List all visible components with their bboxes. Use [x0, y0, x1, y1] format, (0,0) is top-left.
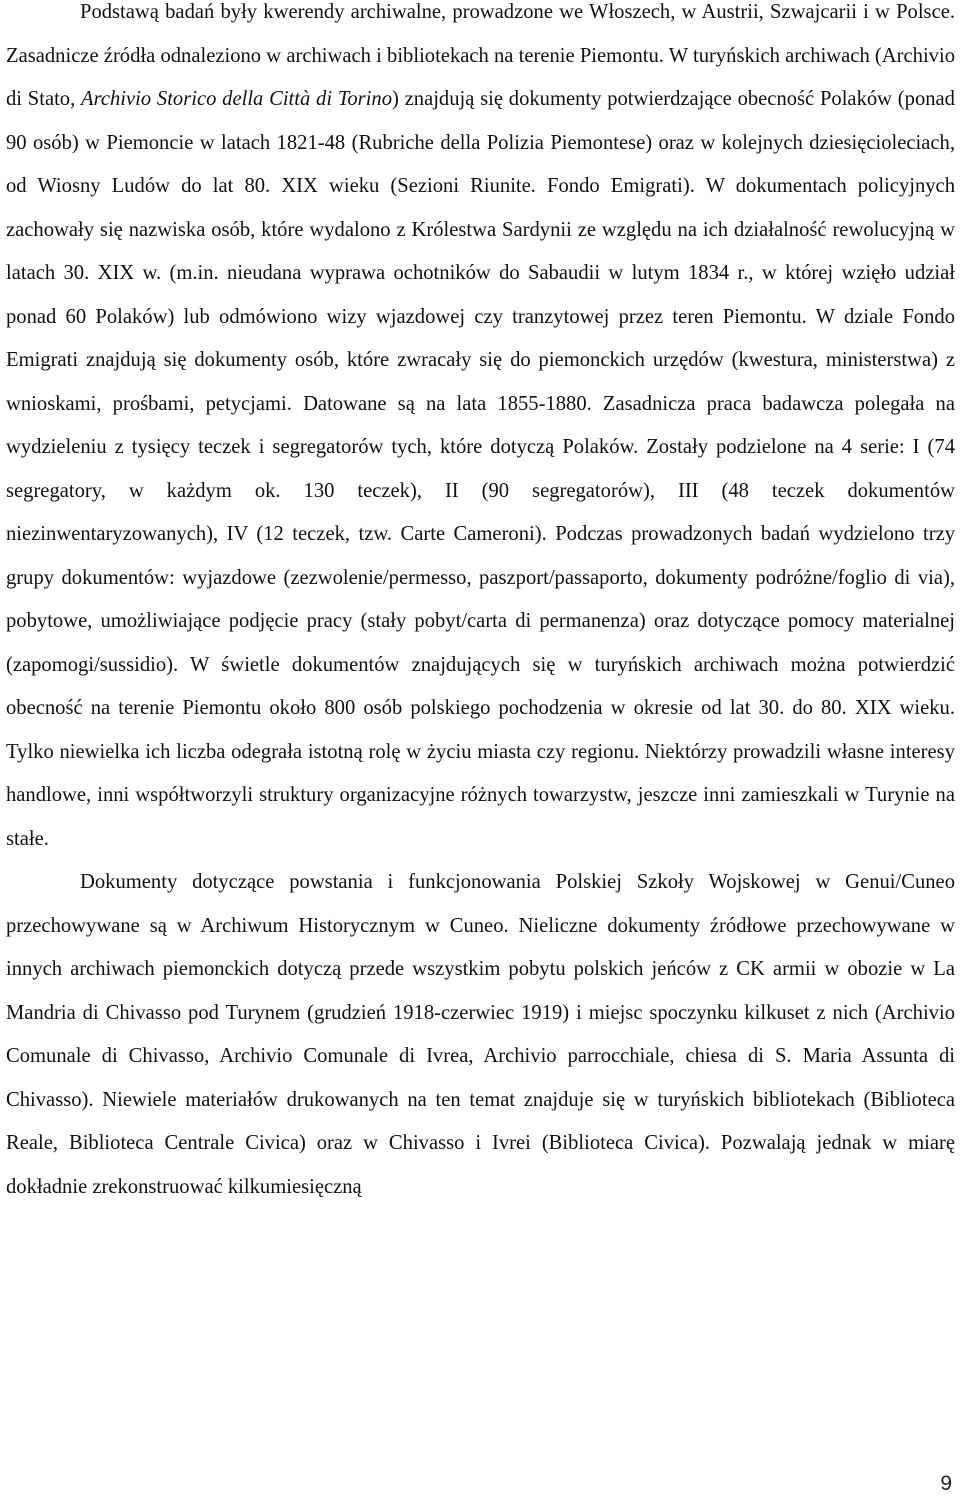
italic-text-run: Archivio Storico della Città di Torino: [81, 88, 393, 110]
paragraph-archival-sources: [6, 0, 955, 861]
page-number: 9: [940, 1472, 952, 1495]
text-run: Podstawą badań były kwerendy archiwalne, prowadzone we Włoszech, w Austrii, Szwajcarii i w Polsce. Zasadnicze źródła odnaleziono w archiwach i bibliotekach na terenie Piemontu. W turyńskich archiwach (Archivio di Stato,: [6, 1, 955, 110]
text-run: ) znajdują się dokumenty potwierdzające obecność Polaków (ponad 90 osób) w Piemoncie w latach 1821-48 (Rubriche della Polizia Piemontese) oraz w kolejnych dziesięcioleciach, od Wiosny Ludów do lat 80. XIX wieku (Sezioni Riunite. Fondo Emigrati). W dokumentach policyjnych zachowały się nazwiska osób, które wydalono z Królestwa Sardynii ze względu na ich działalność rewolucyjną w latach 30. XIX w. (m.in. nieudana wyprawa ochotników do Sabaudii w lutym 1834 r., w której wzięło udział ponad 60 Polaków) lub odmówiono wizy wjazdowej czy tranzytowej przez teren Piemontu. W dziale Fondo Emigrati znajdują się dokumenty osób, które zwracały się do piemonckich urzędów (kwestura, ministerstwa) z wnioskami, prośbami, petycjami. Datowane są na lata 1855-1880. Zasadnicza praca badawcza polegała na wydzieleniu z tysięcy teczek i segregatorów tych, które dotyczą Polaków. Zostały podzielone na 4 serie: I (74 segregatory, w każdym ok. 130 teczek), II (90 segregatorów), III (48 teczek dokumentów niezinwentaryzowanych), IV (12 teczek, tzw. Carte Cameroni). Podczas prowadzonych badań wydzielono trzy grupy dokumentów: wyjazdowe (zezwolenie/permesso, paszport/passaporto, dokumenty podróżne/foglio di via), pobytowe, umożliwiające podjęcie pracy (stały pobyt/carta di permanenza) oraz dotyczące pomocy materialnej (zapomogi/sussidio). W świetle dokumentów znajdujących się w turyńskich archiwach można potwierdzić obecność na terenie Piemontu około 800 osób polskiego pochodzenia w okresie od lat 30. do 80. XIX wieku. Tylko niewielka ich liczba odegrała istotną rolę w życiu miasta czy regionu. Niektórzy prowadzili własne interesy handlowe, inni współtworzyli struktury organizacyjne różnych towarzystw, jeszcze inni zamieszkali w Turynie na stałe.: [6, 88, 955, 850]
paragraph-military-school: [6, 861, 955, 1209]
document-page: [6, 0, 955, 1209]
text-run: Dokumenty dotyczące powstania i funkcjonowania Polskiej Szkoły Wojskowej w Genui/Cuneo przechowywane są w Archiwum Historycznym w Cuneo. Nieliczne dokumenty źródłowe przechowywane w innych archiwach piemonckich dotyczą przede wszystkim pobytu polskich jeńców z CK armii w obozie w La Mandria di Chivasso pod Turynem (grudzień 1918-czerwiec 1919) i miejsc spoczynku kilkuset z nich (Archivio Comunale di Chivasso, Archivio Comunale di Ivrea, Archivio parrocchiale, chiesa di S. Maria Assunta di Chivasso). Niewiele materiałów drukowanych na ten temat znajduje się w turyńskich bibliotekach (Biblioteca Reale, Biblioteca Centrale Civica) oraz w Chivasso i Ivrei (Biblioteca Civica). Pozwalają jednak w miarę dokładnie zrekonstruować kilkumiesięczną: [6, 871, 955, 1198]
